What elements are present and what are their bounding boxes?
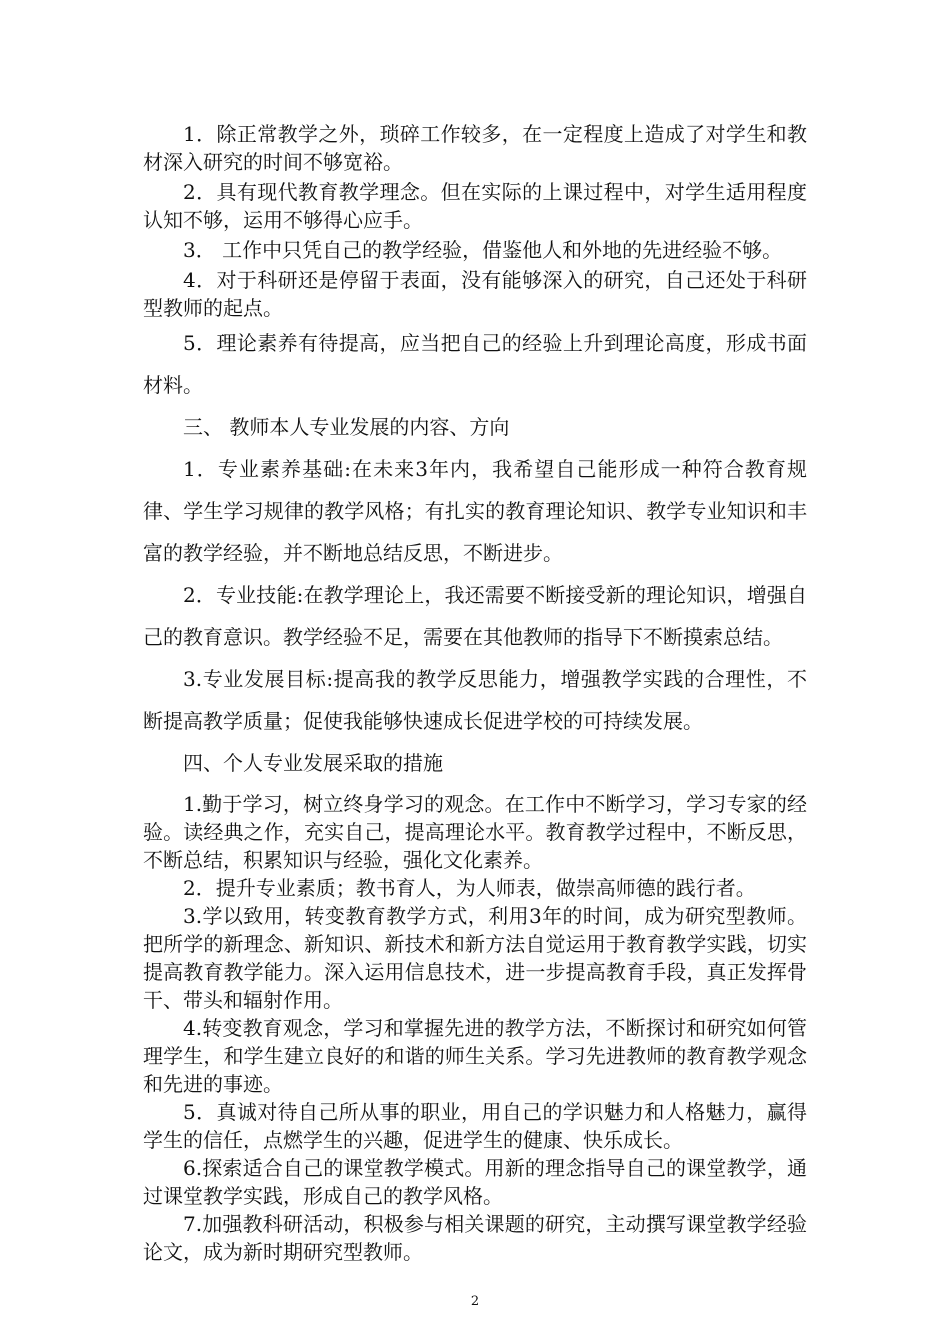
paragraph-measure-2: 2．提升专业素质；教书育人，为人师表，做崇高师德的践行者。 [183,876,756,900]
paragraph-measure-4: 4.转变教育观念，学习和掌握先进的教学方法，不断探讨和研究如何管理学生，和学生建立良好的和谐的师生关系。学习先进教师的教育教学观念和先进的事迹。 [143,1016,807,1096]
page-number: 2 [470,1294,480,1309]
paragraph-issue-2: 2．具有现代教育教学理念。但在实际的上课过程中，对学生适用程度认知不够，运用不够得心应手。 [143,180,807,232]
paragraph-measure-7: 7.加强教科研活动，积极参与相关课题的研究，主动撰写课堂教学经验论文，成为新时期研究型教师。 [143,1212,807,1264]
paragraph-measure-5: 5．真诚对待自己所从事的职业，用自己的学识魅力和人格魅力，赢得学生的信任，点燃学生的兴趣，促进学生的健康、快乐成长。 [143,1100,807,1152]
paragraph-issue-1: 1．除正常教学之外，琐碎工作较多，在一定程度上造成了对学生和教材深入研究的时间不够宽裕。 [143,122,807,174]
paragraph-measure-1: 1.勤于学习，树立终身学习的观念。在工作中不断学习，学习专家的经验。读经典之作，充实自己，提高理论水平。教育教学过程中，不断反思，不断总结，积累知识与经验，强化文化素养。 [143,792,807,872]
paragraph-direction-3: 3.专业发展目标:提高我的教学反思能力，增强教学实践的合理性，不断提高教学质量；促使我能够快速成长促进学校的可持续发展。 [143,667,807,733]
paragraph-issue-3: 3． 工作中只凭自己的教学经验，借鉴他人和外地的先进经验不够。 [183,238,783,262]
paragraph-issue-4: 4．对于科研还是停留于表面，没有能够深入的研究，自己还处于科研型教师的起点。 [143,268,807,320]
paragraph-measure-3: 3.学以致用，转变教育教学方式，利用3年的时间，成为研究型教师。把所学的新理念、新知识、新技术和新方法自觉运用于教育教学实践，切实提高教育教学能力。深入运用信息技术，进一步提高教育手段，真正发挥骨干、带头和辐射作用。 [143,904,807,1012]
paragraph-measure-6: 6.探索适合自己的课堂教学模式。用新的理念指导自己的课堂教学，通过课堂教学实践，形成自己的教学风格。 [143,1156,807,1208]
section-heading-three: 三、 教师本人专业发展的内容、方向 [183,415,510,439]
paragraph-direction-1: 1．专业素养基础:在未来3年内，我希望自己能形成一种符合教育规律、学生学习规律的教学风格；有扎实的教育理论知识、教学专业知识和丰富的教学经验，并不断地总结反思，不断进步。 [143,457,807,565]
section-heading-four: 四、个人专业发展采取的措施 [183,751,443,775]
paragraph-direction-2: 2．专业技能:在教学理论上，我还需要不断接受新的理论知识，增强自己的教育意识。教学经验不足，需要在其他教师的指导下不断摸索总结。 [143,583,807,649]
paragraph-issue-5: 5．理论素养有待提高，应当把自己的经验上升到理论高度，形成书面材料。 [143,331,807,397]
document-body [143,120,807,1266]
